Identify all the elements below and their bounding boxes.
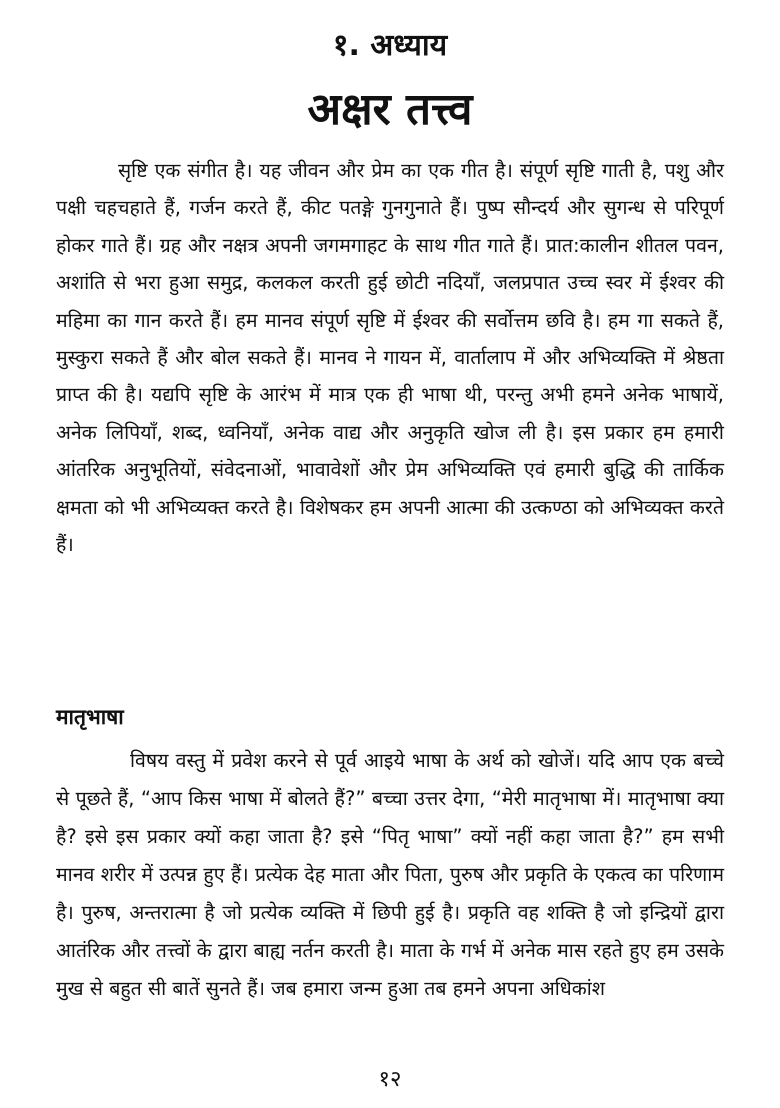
- body-paragraph-intro: सृष्टि एक संगीत है। यह जीवन और प्रेम का एक गीत है। संपूर्ण सृष्टि गाती है, पशु और पक्षी चहचहाते हैं, गर्जन करते हैं, कीट पतङ्गे गुनगुनाते हैं। पुष्प सौन्दर्य और सुगन्ध से परिपूर्ण होकर गाते हैं। ग्रह और नक्षत्र अपनी जगमगाहट के साथ गीत गाते हैं। प्रात:कालीन शीतल पवन, अशांति से भरा हुआ समुद्र, कलकल करती हुई छोटी नदियाँ, जलप्रपात उच्च स्वर में ईश्वर की महिमा का गान करते हैं। हम मानव संपूर्ण सृष्टि में ईश्वर की सर्वोत्तम छवि है। हम गा सकते हैं, मुस्कुरा सकते हैं और बोल सकते हैं। मानव ने गायन में, वार्तालाप में और अभिव्यक्ति में श्रेष्ठता प्राप्त की है। यद्यपि सृष्टि के आरंभ में मात्र एक ही भाषा थी, परन्तु अभी हमने अनेक भाषायें, अनेक लिपियाँ, शब्द, ध्वनियाँ, अनेक वाद्य और अनुकृति खोज ली है। इस प्रकार हम हमारी आंतरिक अनुभूतियों, संवेदनाओं, भावावेशों और प्रेम अभिव्यक्ति एवं हमारी बुद्धि की तार्किक क्षमता को भी अभिव्यक्त करते है। विशेषकर हम अपनी आत्मा की उत्कण्ठा को अभिव्यक्त करते हैं।: [56, 159, 724, 557]
- chapter-number-label: १. अध्याय: [332, 28, 448, 63]
- body-paragraph-mother-tongue: विषय वस्तु में प्रवेश करने से पूर्व आइये भाषा के अर्थ को खोजें। यदि आप एक बच्चे से पूछते हैं, “आप किस भाषा में बोलते हैं?” बच्चा उत्तर देगा, “मेरी मातृभाषा में। मातृभाषा क्या है? इसे इस प्रकार क्यों कहा जाता है? इसे “पितृ भाषा” क्यों नहीं कहा जाता है?” हम सभी मानव शरीर में उत्पन्न हुए हैं। प्रत्येक देह माता और पिता, पुरुष और प्रकृति के एकत्व का परिणाम है। पुरुष, अन्तरात्मा है जो प्रत्येक व्यक्ति में छिपी हुई है। प्रकृति वह शक्ति है जो इन्द्रियों द्वारा आतंरिक और तत्त्वों के द्वारा बाह्य नर्तन करती है। माता के गर्भ में अनेक मास रहते हुए हम उसके मुख से बहुत सी बातें सुनते हैं। जब हमारा जन्म हुआ तब हमने अपना अधिकांश: [56, 749, 724, 1000]
- page-number: १२: [378, 1067, 402, 1092]
- chapter-title: अक्षर तत्त्व: [307, 84, 473, 135]
- section-heading: मातृभाषा: [56, 705, 124, 729]
